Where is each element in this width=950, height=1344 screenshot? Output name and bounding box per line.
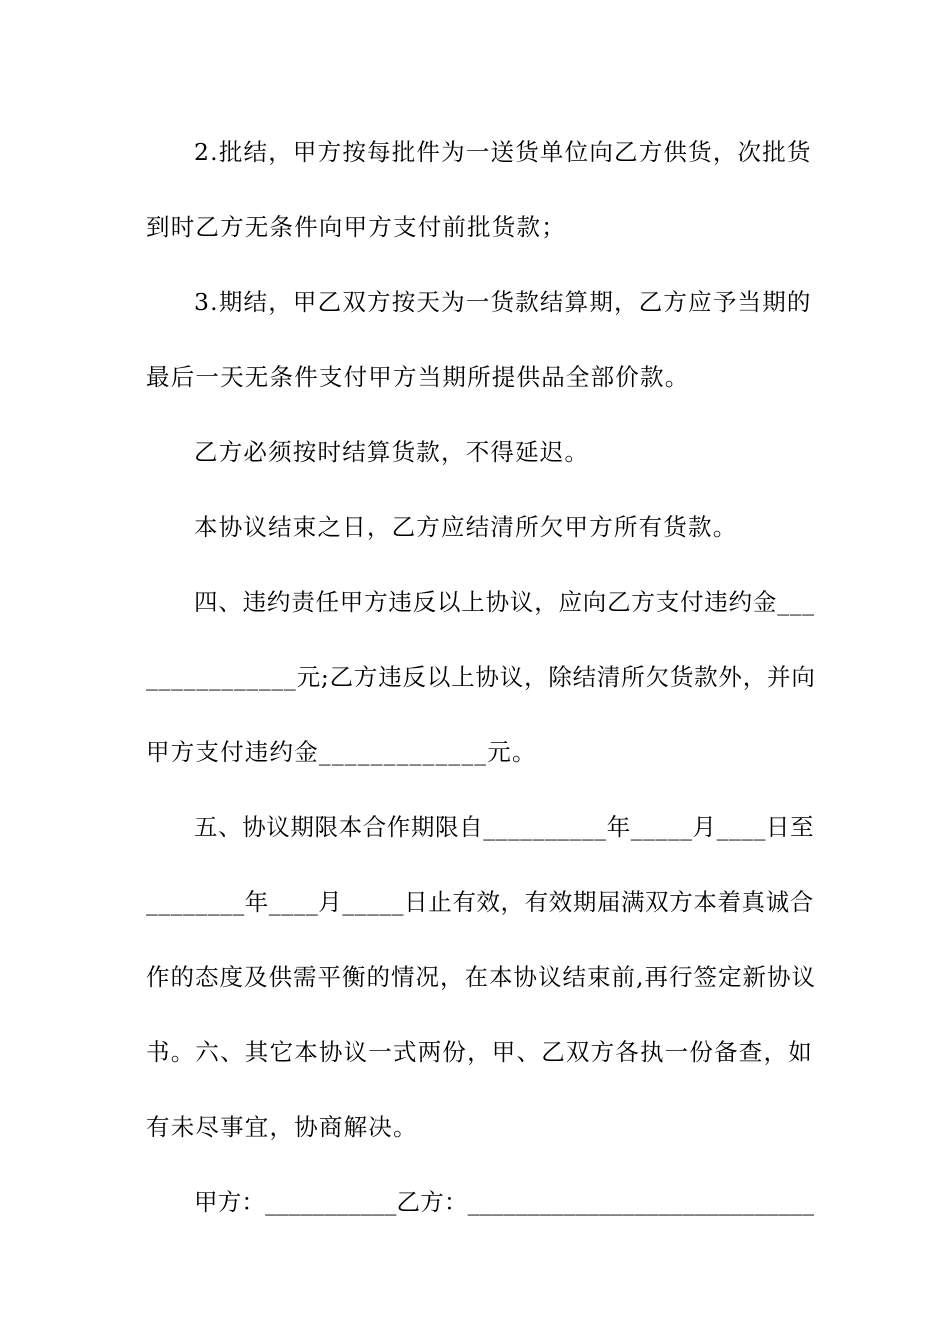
paragraph-line: 3.期结，甲乙双方按天为一货款结算期，乙方应予当期的 xyxy=(194,288,812,316)
paragraph-line: 五、协议期限本合作期限自__________年_____月____日至 xyxy=(194,813,815,841)
paragraph-line: 本协议结束之日，乙方应结清所欠甲方所有货款。 xyxy=(194,513,738,541)
paragraph-line: 甲方支付违约金_____________元。 xyxy=(146,738,537,766)
paragraph-line: 作的态度及供需平衡的情况，在本协议结束前,再行签定新协议 xyxy=(146,963,816,991)
paragraph-line: 最后一天无条件支付甲方当期所提供品全部价款。 xyxy=(146,363,690,391)
paragraph-line: 2.批结，甲方按每批件为一送货单位向乙方供货，次批货 xyxy=(194,138,812,166)
paragraph-line: 乙方必须按时结算货款，不得延迟。 xyxy=(194,438,590,466)
paragraph-line: 有未尽事宜，协商解决。 xyxy=(146,1113,418,1141)
signature-line: 甲方：___________乙方：_____________________________ xyxy=(194,1188,815,1216)
paragraph-line: 书。六、其它本协议一式两份，甲、乙双方各执一份备查，如 xyxy=(146,1038,813,1066)
paragraph-line: 到时乙方无条件向甲方支付前批货款； xyxy=(146,213,566,241)
paragraph-line: 四、违约责任甲方违反以上协议，应向乙方支付违约金___ xyxy=(194,588,815,616)
paragraph-line: ____________元;乙方违反以上协议，除结清所欠货款外，并向 xyxy=(146,663,816,691)
paragraph-line: ________年____月_____日止有效，有效期届满双方本着真诚合 xyxy=(146,888,814,916)
